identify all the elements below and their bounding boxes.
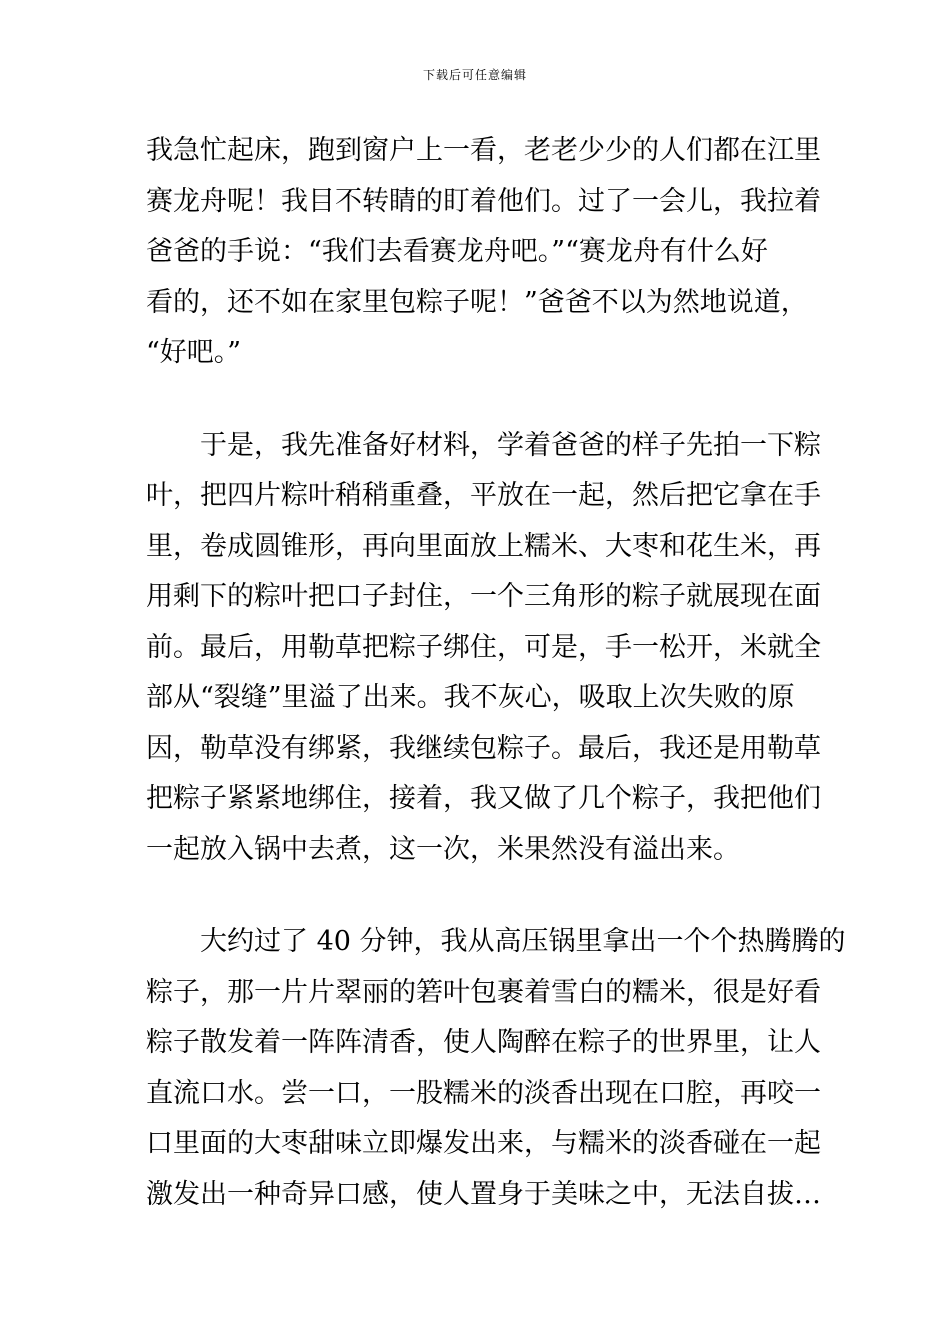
text-line: 前。最后，用勒草把粽子绑住，可是，手一松开，米就全	[146, 631, 821, 663]
text-line: 粽子散发着一阵阵清香，使人陶醉在粽子的世界里，让人	[146, 1027, 821, 1058]
text-line: 爸爸的手说：“我们去看赛龙舟吧。”“赛龙舟有什么好	[146, 236, 768, 267]
page-header: 下载后可任意编辑	[422, 68, 527, 82]
text-line: 里，卷成圆锥形，再向里面放上糯米、大枣和花生米，再	[146, 530, 821, 562]
text-line: 口里面的大枣甜味立即爆发出来，与糯米的淡香碰在一起	[146, 1128, 821, 1159]
text-line: 部从“裂缝”里溢了出来。我不灰心，吸取上次失败的原	[146, 682, 795, 713]
text-line: 叶，把四片粽叶稍稍重叠，平放在一起，然后把它拿在手	[146, 480, 821, 511]
text-line: 于是，我先准备好材料，学着爸爸的样子先拍一下粽	[146, 429, 821, 461]
text-line: 因，勒草没有绑紧，我继续包粽子。最后，我还是用勒草	[146, 732, 821, 764]
text-line: 看的，还不如在家里包粽子呢！”爸爸不以为然地说道，	[146, 286, 808, 318]
text-line: 大约过了 40 分钟，我从高压锅里拿出一个个热腾腾的	[146, 926, 846, 957]
text-line: 激发出一种奇异口感，使人置身于美味之中，无法自拔…	[146, 1178, 821, 1210]
text-line: 把粽子紧紧地绑住，接着，我又做了几个粽子，我把他们	[146, 783, 821, 814]
text-line: 一起放入锅中去煮，这一次，米果然没有溢出来。	[146, 833, 740, 865]
text-line: “好吧。”	[146, 337, 242, 368]
text-line: 赛龙舟呢！我目不转睛的盯着他们。过了一会儿，我拉着	[146, 185, 821, 217]
paragraph-3	[146, 917, 846, 1220]
paragraph-1	[146, 126, 821, 379]
text-line: 用剩下的粽叶把口子封住，一个三角形的粽子就展现在面	[146, 581, 821, 612]
text-line: 粽子，那一片片翠丽的箬叶包裹着雪白的糯米，很是好看	[146, 976, 821, 1008]
text-line: 直流口水。尝一口，一股糯米的淡香出现在口腔，再咬一	[146, 1077, 821, 1109]
paragraph-2	[146, 421, 821, 876]
document-body	[146, 126, 846, 1220]
text-line: 我急忙起床，跑到窗户上一看，老老少少的人们都在江里	[146, 135, 821, 166]
